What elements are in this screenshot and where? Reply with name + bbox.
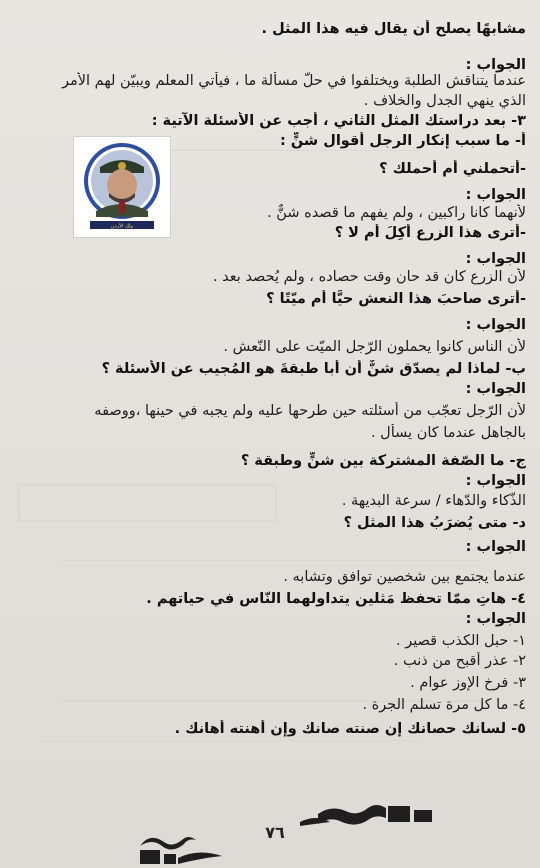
text-line: الذي ينهي الجدل والخلاف . bbox=[363, 93, 526, 109]
text-line: عندما يجتمع بين شخصين توافق وتشابه . bbox=[283, 569, 526, 585]
list-item: ٢- عذر أقبح من ذنب . bbox=[393, 653, 526, 669]
text-line: لأن الرّجل تعجّب من أسئلته حين طرحها عليه ولم يجبه في حينها ،ووصفه bbox=[94, 403, 526, 419]
question-heading: ب- لماذا لم يصدّق شنٌّ أن أبا طبقةَ هو المُجيب عن الأسئلة ؟ bbox=[101, 361, 526, 377]
answer-label: الجواب : bbox=[465, 381, 526, 397]
text-line: بالجاهل عندما كان يسأل . bbox=[370, 425, 526, 441]
question-sub: أ- ما سبب إنكار الرجل أقوال شنٍّ : bbox=[280, 133, 526, 149]
show-through-text bbox=[40, 740, 420, 801]
question-heading: ج- ما الصّفة المشتركة بين شنٍّ وطبقة ؟ bbox=[240, 453, 526, 469]
answer-label: الجواب : bbox=[465, 473, 526, 489]
answer-label: الجواب : bbox=[465, 317, 526, 333]
text-line: الذّكاء والدّهاء / سرعة البديهة . bbox=[341, 493, 526, 509]
list-item: ٥- لسانك حصانك إن صنته صانك وإن أهنته أهانك . bbox=[174, 721, 526, 737]
question-heading: ٣- بعد دراستك المثل الثاني ، أجب عن الأسئلة الآتية : bbox=[151, 113, 526, 129]
text-line: لأنهما كانا راكبين ، ولم يفهم ما قصده شنٌّ . bbox=[267, 205, 526, 221]
list-item: ٣- فرخ الإوز عوام . bbox=[410, 675, 526, 691]
badge-caption: ملك الأردن bbox=[110, 223, 134, 230]
text-line: عندما يتناقش الطلبة ويختلفوا في حلّ مسألة ما ، فيأتي المعلم ويبيّن لهم الأمر bbox=[62, 73, 526, 89]
answer-label: الجواب : bbox=[465, 539, 526, 555]
answer-label: الجواب : bbox=[465, 187, 526, 203]
list-item: ١- حبل الكذب قصير . bbox=[396, 633, 526, 649]
answer-label: الجواب : bbox=[465, 611, 526, 627]
list-item: ٤- ما كل مرة تسلم الجرة . bbox=[362, 697, 526, 713]
text-line: لأن الزرع كان قد حان وقت حصاده ، ولم يُحصد بعد . bbox=[212, 269, 526, 285]
page-number: ٧٦ bbox=[265, 823, 285, 842]
question-heading: ٤- هاتِ ممّا تحفظ مَثلين يتداولهما النّاس في حياتهم . bbox=[146, 591, 526, 607]
question-quote: -أتحملني أم أحملك ؟ bbox=[379, 161, 526, 177]
text-line: لأن الناس كانوا يحملون الرّجل الميّت على النّعش . bbox=[223, 339, 526, 355]
question-quote: -أترى صاحبَ هذا النعش حيًّا أم ميّتًا ؟ bbox=[266, 291, 526, 307]
question-heading: د- متى يُضرَبُ هذا المثل ؟ bbox=[343, 515, 526, 531]
answer-label: الجواب : bbox=[465, 251, 526, 267]
question-quote: -أترى هذا الزرع أُكِلَ أم لا ؟ bbox=[334, 225, 526, 241]
text-line: مشابهًا يصلح أن يقال فيه هذا المثل . bbox=[261, 21, 526, 37]
answer-label: الجواب : bbox=[465, 57, 526, 73]
